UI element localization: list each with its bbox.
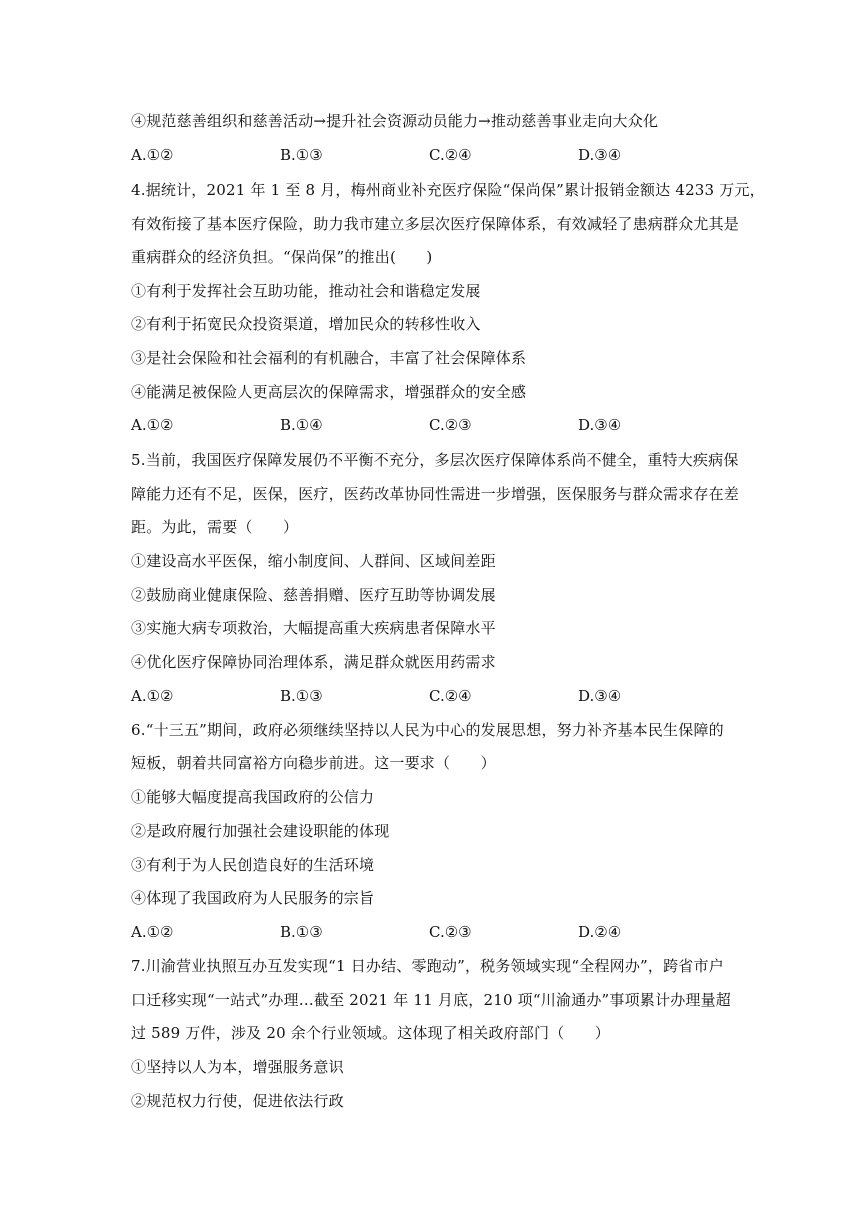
q6-item-3: ③有利于为人民创造良好的生活环境 (131, 856, 375, 874)
q3-option-c: C.②④ (429, 146, 472, 164)
q7-item-2: ②规范权力行使，促进依法行政 (131, 1092, 344, 1110)
q5-stem-line-3: 距。为此，需要（ ） (131, 518, 299, 536)
q5-option-a: A.①② (131, 687, 174, 705)
q4-item-1: ①有利于发挥社会互助功能，推动社会和谐稳定发展 (131, 282, 481, 300)
q6-option-c: C.②③ (429, 923, 472, 941)
q4-stem-line-3: 重病群众的经济负担。“保尚保”的推出( ) (131, 248, 433, 266)
q6-option-d: D.②④ (578, 923, 622, 941)
q5-item-4: ④优化医疗保障协同治理体系，满足群众就医用药需求 (131, 653, 496, 671)
q3-option-a: A.①② (131, 146, 174, 164)
q5-option-d: D.③④ (578, 687, 622, 705)
q6-options (131, 922, 731, 942)
q7-stem-line-3: 过 589 万件，涉及 20 余个行业领域。这体现了相关政府部门（ ） (131, 1024, 610, 1042)
q5-item-2: ②鼓励商业健康保险、慈善捐赠、医疗互助等协调发展 (131, 586, 496, 604)
q4-stem-line-2: 有效衔接了基本医疗保险，助力我市建立多层次医疗保障体系，有效减轻了患病群众尤其是 (131, 215, 740, 233)
q6-option-b: B.①③ (280, 923, 323, 941)
q4-item-2: ②有利于拓宽民众投资渠道，增加民众的转移性收入 (131, 315, 481, 333)
q5-item-1: ①建设高水平医保，缩小制度间、人群间、区域间差距 (131, 552, 496, 570)
q4-option-d: D.③④ (578, 416, 622, 434)
q5-stem-line-2: 障能力还有不足，医保，医疗，医药改革协同性需进一步增强，医保服务与群众需求存在差 (131, 485, 740, 503)
q6-option-a: A.①② (131, 923, 174, 941)
q6-item-4: ④体现了我国政府为人民服务的宗旨 (131, 889, 375, 907)
q3-options (131, 145, 731, 165)
q3-item-4: ④规范慈善组织和慈善活动→提升社会资源动员能力→推动慈善事业走向大众化 (131, 112, 659, 130)
q4-option-c: C.②③ (429, 416, 472, 434)
q5-item-3: ③实施大病专项救治，大幅提高重大疾病患者保障水平 (131, 619, 496, 637)
q5-options (131, 686, 731, 706)
q4-stem-line-1: 4.据统计，2021 年 1 至 8 月，梅州商业补充医疗保险“保尚保”累计报销金额达 4233 万元， (131, 181, 765, 199)
q3-option-b: B.①③ (280, 146, 323, 164)
q4-options (131, 415, 731, 435)
q7-stem-line-2: 口迁移实现“一站式”办理…截至 2021 年 11 月底，210 项“川渝通办”事项累计办理量超 (131, 991, 732, 1009)
q6-stem-line-1: 6.“十三五”期间，政府必须继续坚持以人民为中心的发展思想，努力补齐基本民生保障的 (131, 721, 724, 739)
q6-item-1: ①能够大幅度提高我国政府的公信力 (131, 788, 375, 806)
q4-option-a: A.①② (131, 416, 174, 434)
q5-stem-line-1: 5.当前，我国医疗保障发展仍不平衡不充分，多层次医疗保障体系尚不健全，重特大疾病保 (131, 451, 739, 469)
q4-option-b: B.①④ (280, 416, 323, 434)
q6-item-2: ②是政府履行加强社会建设职能的体现 (131, 822, 390, 840)
q5-option-b: B.①③ (280, 687, 323, 705)
q4-item-3: ③是社会保险和社会福利的有机融合，丰富了社会保障体系 (131, 349, 527, 367)
q3-option-d: D.③④ (578, 146, 622, 164)
q7-item-1: ①坚持以人为本，增强服务意识 (131, 1058, 344, 1076)
q6-stem-line-2: 短板，朝着共同富裕方向稳步前进。这一要求（ ） (131, 754, 496, 772)
q5-option-c: C.②④ (429, 687, 472, 705)
q7-stem-line-1: 7.川渝营业执照互办互发实现“1 日办结、零跑动”，税务领域实现“全程网办”，跨省市户 (131, 957, 724, 975)
q4-item-4: ④能满足被保险人更高层次的保障需求，增强群众的安全感 (131, 383, 527, 401)
